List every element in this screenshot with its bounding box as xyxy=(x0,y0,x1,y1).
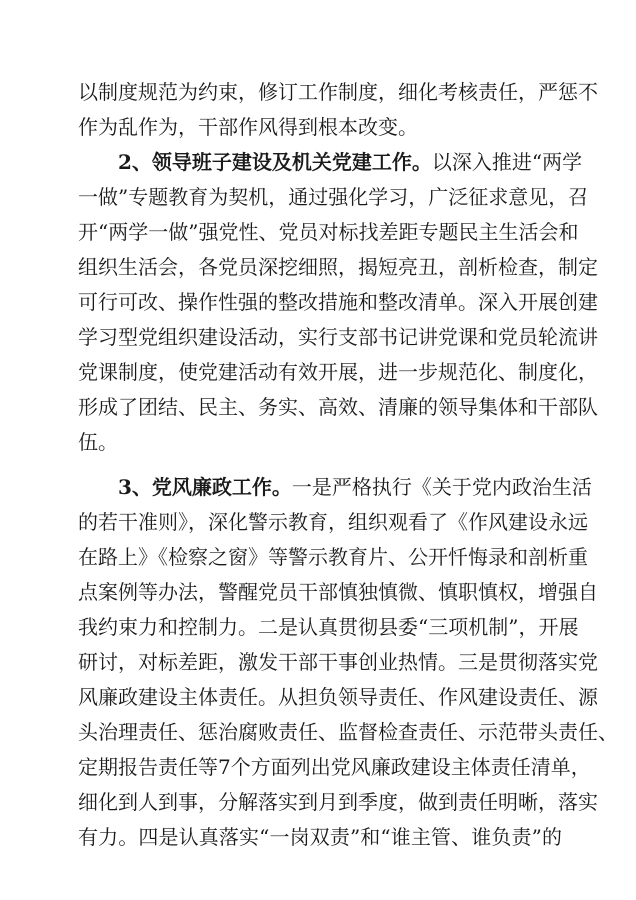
text-span: 一是严格执行《关于党内政治生活 xyxy=(291,475,592,499)
text-line: 研讨，对标差距，激发干部干事创业热情。三是贯彻落实党 xyxy=(78,650,598,674)
text-line: 学习型党组织建设活动，实行支部书记讲党课和党员轮流讲 xyxy=(78,325,598,349)
text-line: 的若干准则》，深化警示教育，组织观看了《作风建设永远 xyxy=(78,510,588,534)
text-line: 头治理责任、惩治腐败责任、监督检查责任、示范带头责任、 xyxy=(78,720,618,744)
text-line: 党课制度，使党建活动有效开展，进一步规范化、制度化， xyxy=(78,360,598,384)
text-span: 以深入推进“两学 xyxy=(431,150,583,174)
text-line: 有力。四是认真落实“一岗双责”和“谁主管、谁负责”的 xyxy=(78,825,562,849)
text-line: 形成了团结、民主、务实、高效、清廉的领导集体和干部队 xyxy=(78,395,598,419)
text-line: 伍。 xyxy=(78,430,118,454)
text-line: 一做”专题教育为契机，通过强化学习，广泛征求意见，召 xyxy=(78,185,589,209)
text-line: 以制度规范为约束，修订工作制度，细化考核责任，严惩不 xyxy=(78,80,598,104)
paragraph-first-line xyxy=(118,472,592,502)
section-heading: 2、领导班子建设及机关党建工作。 xyxy=(118,150,432,174)
text-line: 在路上》《检察之窗》等警示教育片、公开忏悔录和剖析重 xyxy=(78,545,588,569)
text-line: 风廉政建设主体责任。从担负领导责任、作风建设责任、源 xyxy=(78,685,598,709)
paragraph-first-line xyxy=(118,147,583,177)
text-line: 可行可改、操作性强的整改措施和整改清单。深入开展创建 xyxy=(78,290,598,314)
text-line: 开“两学一做”强党性、党员对标找差距专题民主生活会和 xyxy=(78,220,579,244)
text-line: 作为乱作为，干部作风得到根本改变。 xyxy=(78,115,418,139)
section-heading: 3、党风廉政工作。 xyxy=(118,475,292,499)
text-line: 我约束力和控制力。二是认真贯彻县委“三项机制”，开展 xyxy=(78,615,579,639)
text-line: 点案例等办法，警醒党员干部慎独慎微、慎职慎权，增强自 xyxy=(78,580,598,604)
text-line: 定期报告责任等7个方面列出党风廉政建设主体责任清单， xyxy=(78,755,591,779)
text-line: 组织生活会，各党员深挖细照，揭短亮丑，剖析检查，制定 xyxy=(78,255,598,279)
text-line: 细化到人到事，分解落实到月到季度，做到责任明晰，落实 xyxy=(78,790,598,814)
